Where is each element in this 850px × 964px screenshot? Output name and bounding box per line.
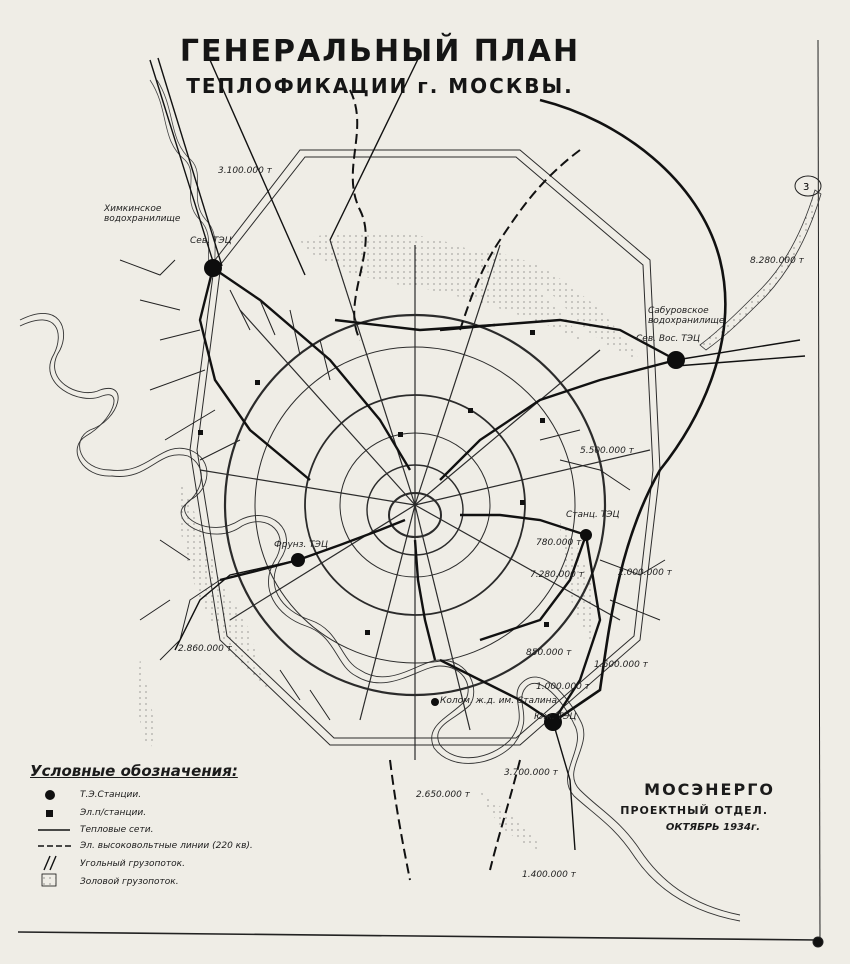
place-label-kolomenskoe: Колом. ж.д. им. Сталина [440,696,557,706]
flow-label: 2.000.000 т [618,568,672,578]
legend-coal-icon [44,856,56,870]
station-northeast-icon [667,351,685,369]
substation-icon [365,630,370,635]
legend-item [80,856,185,872]
substation-icon [468,408,473,413]
flow-label: 1.600.000 т [594,660,648,670]
organization-department: ПРОЕКТНЫЙ ОТДЕЛ. [620,804,768,817]
flow-label: 1.400.000 т [522,870,576,880]
legend-label: Т.Э.Станции. [80,790,142,800]
legend-label: Эл. высоковольтные линии (220 кв). [80,841,253,851]
flow-label: 8.280.000 т [750,256,804,266]
substation-icon [540,418,545,423]
legend-station-icon [45,790,55,800]
marker-number: 3 [803,182,810,193]
flow-label: 2.650.000 т [416,790,470,800]
station-label-frunze: Фрунз. ТЭЦ [274,540,328,550]
legend-label: Угольный грузопоток. [80,859,185,869]
place-label-saburovo: Сабуровское водохранилище [648,306,725,326]
station-small-icon [431,698,439,706]
flow-label: 1.000.000 т [536,682,590,692]
legend-label: Золовой грузопоток. [80,877,179,887]
organization-date: ОКТЯБРЬ 1934г. [665,822,760,833]
substation-icon [520,500,525,505]
map-title: ГЕНЕРАЛЬНЫЙ ПЛАН [179,34,581,69]
station-frunze-icon [291,553,305,567]
map-subtitle: ТЕПЛОФИКАЦИИ г. МОСКВЫ. [186,74,574,98]
legend-label: Эл.п/станции. [80,808,147,818]
flow-label: 3.100.000 т [218,166,272,176]
flow-label: 850.000 т [526,648,572,658]
east-main-line [540,100,725,722]
station-north-icon [204,259,222,277]
station-label-east: Станц. ТЭЦ [566,510,620,520]
legend-item [80,787,141,803]
marker-circle [795,176,821,196]
legend-label: Тепловые сети. [80,825,154,835]
high-voltage-lines [350,90,580,880]
organization-name: МОСЭНЕРГО [644,780,775,799]
legend-item [80,874,179,890]
substation-icon [255,380,260,385]
legend-heading: Условные обозначения: [30,762,238,780]
substation-icon [530,330,535,335]
substation-icon [544,622,549,627]
flow-label: 5.500.000 т [580,446,634,456]
legend-item [80,805,146,821]
legend-substation-icon [46,810,53,817]
station-label-south: Юж. ТЭЦ [534,712,577,722]
flow-label: 780.000 т [536,538,582,548]
legend-item [80,838,253,854]
substation-icon [398,432,403,437]
station-label-northeast: Сев. Вос. ТЭЦ [636,334,700,344]
flow-label: 3.700.000 т [504,768,558,778]
legend-item [80,822,153,838]
legend-ash-icon [42,874,56,886]
legend-symbols [38,790,72,886]
place-label-khimki: Химкинское водохранилище [104,204,181,224]
substation-icon [198,430,203,435]
canal-east [700,190,821,350]
station-label-north: Сев. ТЭЦ [190,236,232,246]
flow-label: 2.860.000 т [178,644,232,654]
flow-label: 7.280.000 т [530,570,584,580]
station-east-icon [580,529,592,541]
